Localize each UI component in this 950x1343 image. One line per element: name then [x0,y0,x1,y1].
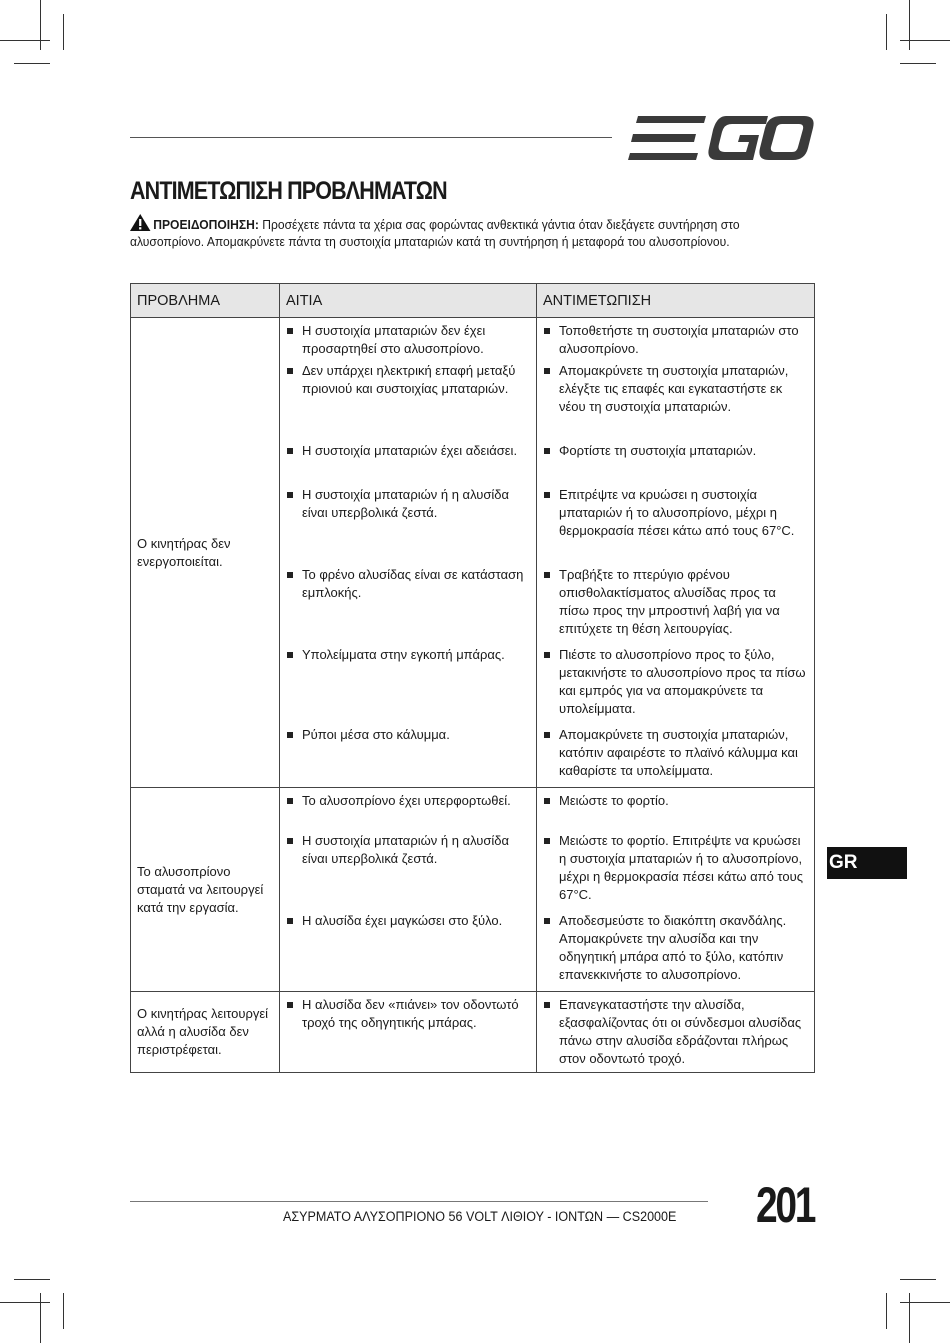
bullet-icon [287,448,293,454]
cause-cell [280,486,537,566]
crop-mark [0,40,50,41]
cause-cell [280,992,537,1073]
cause-cell [280,362,537,442]
bullet-icon [544,798,550,804]
solution-text: Τραβήξτε το πτερύγιο φρένου οπισθολακτίσματος αλυσίδας προς τα πίσω προς την μπροστινή λαβή για να επιτύχετε τη θέση λειτουργίας. [559,566,780,636]
cause-cell [280,912,537,992]
header-rule [130,137,612,138]
solution-text: Τοποθετήστε τη συστοιχία μπαταριών στο αλυσοπρίονο. [559,323,799,356]
cause-text: Η συστοιχία μπαταριών ή η αλυσίδα είναι υπερβολικά ζεστά. [302,486,510,520]
bullet-icon [544,368,550,374]
header-solution: ΑΝΤΙΜΕΤΩΠΙΣΗ [537,284,815,318]
crop-mark [900,1279,936,1280]
crop-mark [909,0,910,50]
bullet-icon [287,918,293,924]
cause-text: Ρύποι μέσα στο κάλυμμα. [302,726,450,742]
solution-cell [537,486,815,566]
bullet-icon [544,572,550,578]
page-title: ΑΝΤΙΜΕΤΩΠΙΣΗ ΠΡΟΒΛΗΜΑΤΩΝ [130,177,447,205]
solution-text: Επιτρέψτε να κρυώσει η συστοιχία μπαταριών ή το αλυσοπρίονο, μέχρι η θερμοκρασία πέσει κάτω από τους 67°C. [559,486,795,538]
cause-text: Η συστοιχία μπαταριών δεν έχει προσαρτηθεί στο αλυσοπρίονο. [302,323,486,356]
problem-cell: Το αλυσοπρίονο σταματά να λειτουργεί κατά την εργασία. [131,788,280,992]
solution-cell [537,362,815,442]
crop-mark [40,0,41,50]
bullet-icon [544,918,550,924]
warning-notice [130,214,762,250]
cause-cell [280,788,537,832]
bullet-icon [287,838,293,844]
warning-label: ΠΡΟΕΙΔΟΠΟΙΗΣΗ: [153,217,259,232]
cause-text: Η αλυσίδα δεν «πιάνει» τον οδοντωτό τροχό της οδηγητικής μπάρας. [302,997,519,1030]
cause-text: Υπολείμματα στην εγκοπή μπάρας. [302,646,505,662]
bullet-icon [544,838,550,844]
crop-mark [900,63,936,64]
problem-cell: Ο κινητήρας δεν ενεργοποιείται. [131,318,280,788]
cause-cell [280,442,537,486]
crop-mark [900,1302,950,1303]
cause-text: Η αλυσίδα έχει μαγκώσει στο ξύλο. [302,912,503,928]
bullet-icon [287,798,293,804]
bullet-icon [287,572,293,578]
ego-logo [628,116,814,160]
solution-text: Απομακρύνετε τη συστοιχία μπαταριών, κατόπιν αφαιρέστε το πλαϊνό κάλυμμα και καθαρίστε τα υπολείμματα. [559,726,798,778]
solution-text: Αποδεσμεύστε το διακόπτη σκανδάλης. Απομακρύνετε την αλυσίδα και την οδηγητική μπάρα από το ξύλο, κατόπιν επανεκκινήστε το αλυσοπρίονο. [559,912,787,982]
bullet-icon [287,328,293,334]
crop-mark [40,1293,41,1343]
solution-cell [537,646,815,726]
cause-text: Δεν υπάρχει ηλεκτρική επαφή μεταξύ πριονιού και συστοιχίας μπαταριών. [302,362,516,396]
crop-mark [0,1302,50,1303]
bullet-icon [287,368,293,374]
solution-cell [537,992,815,1073]
warning-triangle-icon [130,214,150,231]
solution-cell [537,566,815,646]
cause-cell [280,566,537,646]
header-problem: ΠΡΟΒΛΗΜΑ [131,284,280,318]
troubleshooting-table [130,283,815,1073]
bullet-icon [544,492,550,498]
solution-text: Απομακρύνετε τη συστοιχία μπαταριών, ελέγξτε τις επαφές και εγκαταστήστε εκ νέου τη συστοιχία μπαταριών. [559,362,789,414]
cause-text: Το φρένο αλυσίδας είναι σε κατάσταση εμπλοκής. [302,566,524,600]
footer-rule [130,1201,708,1202]
solution-cell [537,442,815,486]
table-header-row [131,284,815,318]
bullet-icon [544,328,550,334]
solution-cell [537,788,815,832]
page-number: 201 [756,1177,815,1233]
header-cause: ΑΙΤΙΑ [280,284,537,318]
solution-text: Μειώστε το φορτίο. Επιτρέψτε να κρυώσει η συστοιχία μπαταριών ή το αλυσοπρίονο, μέχρι η θερμοκρασία πέσει κάτω από τους 67°C. [559,832,803,902]
bullet-icon [544,448,550,454]
crop-mark [900,40,950,41]
bullet-icon [287,1002,293,1008]
footer-product-name: ΑΣΥΡΜΑΤΟ ΑΛΥΣΟΠΡΙΟΝΟ 56 VOLT ΛΙΘΙΟΥ - ΙΟΝΤΩΝ — CS2000E [283,1209,677,1224]
bullet-icon [544,732,550,738]
crop-mark [63,14,64,50]
crop-mark [886,14,887,50]
solution-text: Φορτίστε τη συστοιχία μπαταριών. [559,442,757,458]
crop-mark [63,1293,64,1329]
crop-mark [14,63,50,64]
language-tab: GR [827,847,907,879]
table-row [131,992,815,1073]
bullet-icon [287,652,293,658]
cause-text: Η συστοιχία μπαταριών ή η αλυσίδα είναι υπερβολικά ζεστά. [302,832,510,866]
cause-cell [280,832,537,912]
solution-cell [537,832,815,912]
cause-cell [280,318,537,362]
crop-mark [886,1293,887,1329]
crop-mark [909,1293,910,1343]
cause-cell [280,646,537,726]
bullet-icon [287,492,293,498]
solution-cell [537,726,815,788]
bullet-icon [544,652,550,658]
bullet-icon [544,1002,550,1008]
cause-text: Το αλυσοπρίονο έχει υπερφορτωθεί. [302,793,511,808]
solution-cell [537,318,815,362]
solution-text: Πιέστε το αλυσοπρίονο προς το ξύλο, μετακινήστε το αλυσοπρίονο προς τα πίσω και εμπρός για να απομακρύνετε τα υπολείμματα. [559,646,806,716]
cause-text: Η συστοιχία μπαταριών έχει αδειάσει. [302,442,518,458]
table-row [131,318,815,362]
warning-text: Προσέχετε πάντα τα χέρια σας φορώντας ανθεκτικά γάντια όταν διεξάγετε συντήρηση στο αλυσοπρίονο. Απομακρύνετε πάντα τη συστοιχία μπαταριών κατά τη συντήρηση ή μεταφορά του αλυσοπρίονου. [130,217,740,249]
solution-cell [537,912,815,992]
crop-mark [14,1279,50,1280]
problem-cell: Ο κινητήρας λειτουργεί αλλά η αλυσίδα δεν περιστρέφεται. [131,992,280,1073]
cause-cell [280,726,537,788]
solution-text: Επανεγκαταστήστε την αλυσίδα, εξασφαλίζοντας ότι οι σύνδεσμοι αλυσίδας πάνω στην αλυσίδα εδράζονται πλήρως στον οδοντωτό τροχό. [559,997,802,1066]
bullet-icon [287,732,293,738]
solution-text: Μειώστε το φορτίο. [559,793,669,808]
table-row [131,788,815,832]
